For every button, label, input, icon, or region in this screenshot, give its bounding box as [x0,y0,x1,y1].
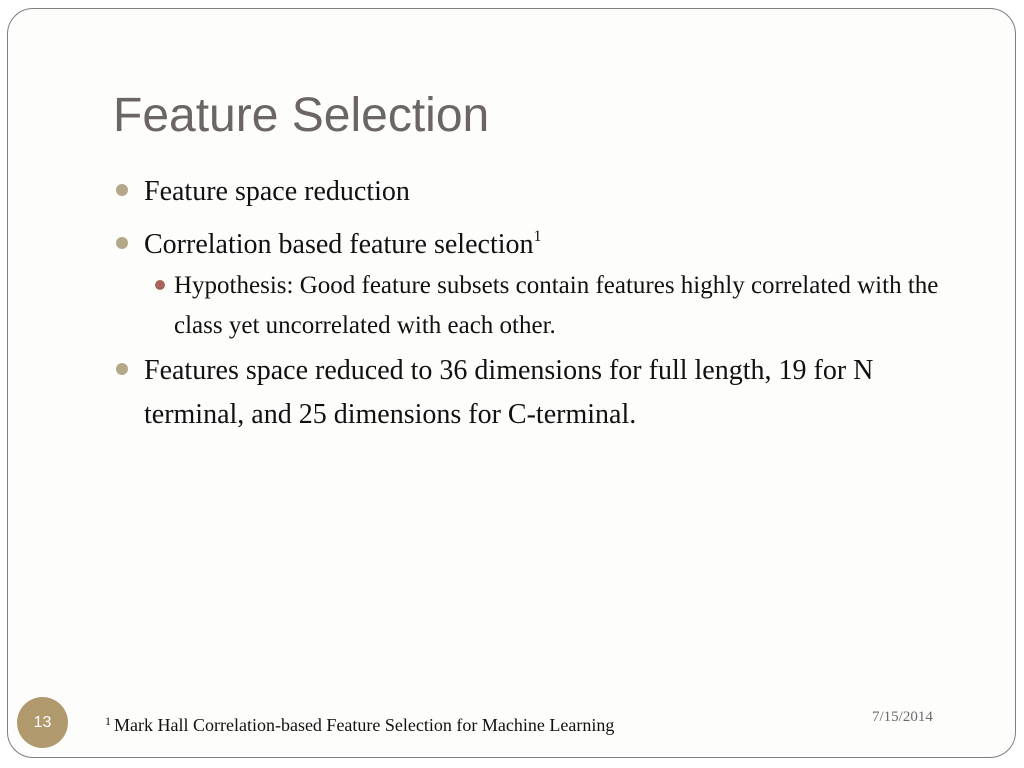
slide-title: Feature Selection [113,89,490,142]
bullet-text: Correlation based feature selection [144,229,534,260]
footnote-text: Mark Hall Correlation-based Feature Selection for Machine Learning [114,715,615,735]
footnote [105,714,614,736]
bullet-item [113,349,943,437]
bullet-item [113,223,943,267]
bullet-text: Features space reduced to 36 dimensions for full length, 19 for N terminal, and 25 dimensions for C-terminal. [144,355,874,430]
bullet-dot-icon [116,363,128,375]
sub-bullet-text: Hypothesis: Good feature subsets contain features highly correlated with the class yet uncorrelated with each other. [174,272,939,339]
sub-bullet-dot-icon [155,280,165,290]
slide-number-badge: 13 [17,697,68,748]
footnote-marker: 1 [105,714,111,728]
bullet-dot-icon [116,184,128,196]
bullet-text: Feature space reduction [144,176,410,207]
slide-body [113,170,943,446]
bullet-item [113,170,943,214]
sub-bullet-item [144,266,943,346]
bullet-dot-icon [116,237,128,249]
slide-date: 7/15/2014 [872,709,933,725]
footnote-reference: 1 [533,228,542,245]
